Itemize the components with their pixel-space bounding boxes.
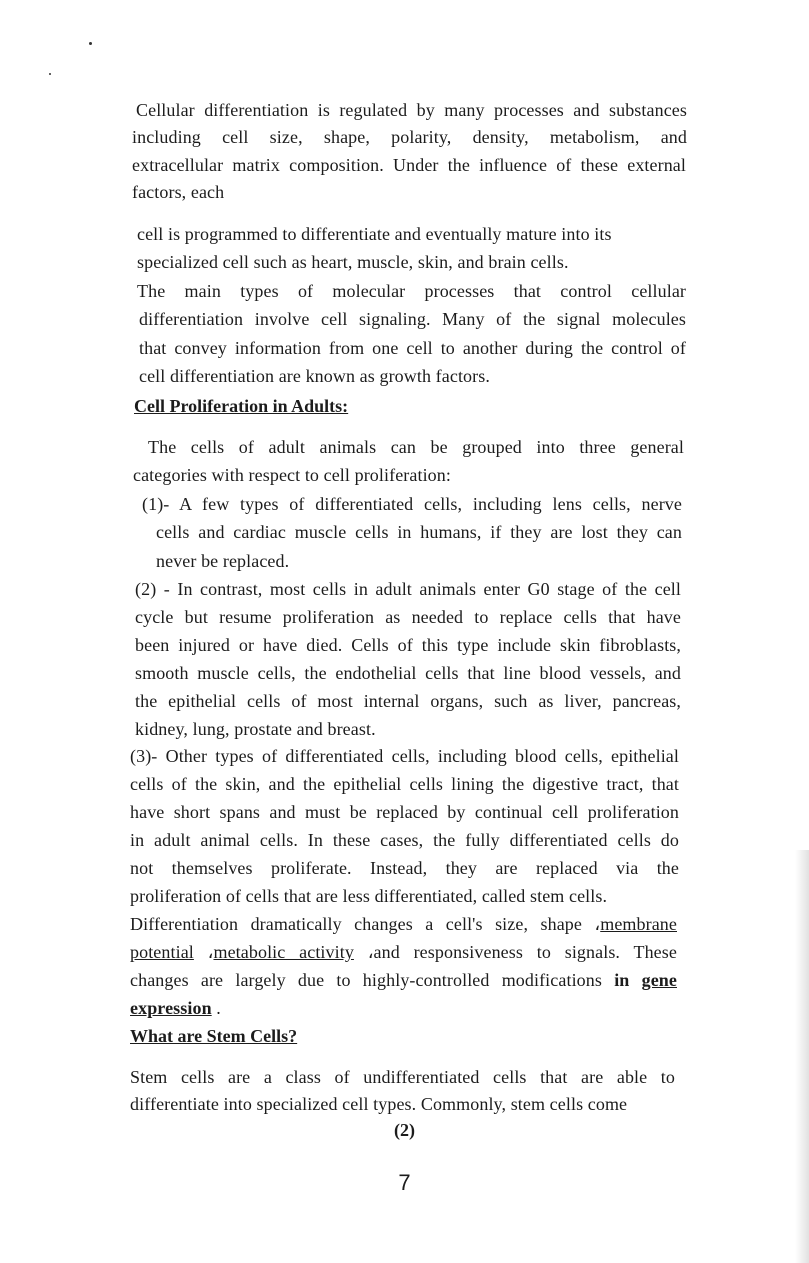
diff-line-3 <box>130 969 677 991</box>
p1-line-3: extracellular matrix composition. Under the influence of these external <box>132 155 686 175</box>
footer-label: (2) <box>394 1120 415 1140</box>
diff-line-2 <box>130 941 677 963</box>
diff-text: and responsiveness to signals. These <box>373 942 677 962</box>
item2-line-6: kidney, lung, prostate and breast. <box>135 719 376 739</box>
stem-line-1: Stem cells are a class of undifferentiated cells that are able to <box>130 1067 675 1087</box>
scan-speck <box>49 73 51 75</box>
arabic-comma: ، <box>594 914 601 934</box>
item2-line-5: the epithelial cells of most internal organs, such as liver, pancreas, <box>135 691 681 711</box>
arabic-comma: ، <box>353 942 374 962</box>
intro-line-2: categories with respect to cell proliferation: <box>133 465 451 485</box>
item3-line-3: have short spans and must be replaced by continual cell proliferation <box>130 802 679 822</box>
membrane-link[interactable]: membrane <box>600 914 677 934</box>
intro-line-1: The cells of adult animals can be grouped into three general <box>148 437 684 457</box>
item2-line-1: (2) - In contrast, most cells in adult animals enter G0 stage of the cell <box>135 579 681 599</box>
p3-line-1: The main types of molecular processes that control cellular <box>137 281 686 301</box>
item3-line-6: proliferation of cells that are less differentiated, called stem cells. <box>130 886 608 906</box>
stem-line-2: differentiate into specialized cell types. Commonly, stem cells come <box>130 1094 628 1114</box>
expression-link[interactable]: expression <box>130 998 212 1018</box>
p3-line-2: differentiation involve cell signaling. Many of the signal molecules <box>139 309 686 329</box>
item1-line-1: (1)- A few types of differentiated cells, including lens cells, nerve <box>142 494 682 514</box>
p2-line-1: cell is programmed to differentiate and eventually mature into its <box>137 224 612 244</box>
diff-text: changes are largely due to highly-controlled modifications <box>130 970 615 990</box>
potential-link[interactable]: potential <box>130 942 194 962</box>
item2-line-2: cycle but resume proliferation as needed to replace cells that have <box>135 607 681 627</box>
item3-line-1: (3)- Other types of differentiated cells, including blood cells, epithelial <box>130 746 679 766</box>
p1-line-1: Cellular differentiation is regulated by many processes and substances <box>136 100 687 120</box>
metabolic-activity-link[interactable]: metabolic activity <box>213 942 354 962</box>
item3-line-2: cells of the skin, and the epithelial cells lining the digestive tract, that <box>130 774 679 794</box>
item2-line-3: been injured or have died. Cells of this type include skin fibroblasts, <box>135 635 681 655</box>
scan-edge-shadow <box>795 850 809 1263</box>
diff-text: . <box>211 998 221 1018</box>
p3-line-4: cell differentiation are known as growth factors. <box>139 366 490 386</box>
item3-line-4: in adult animal cells. In these cases, the fully differentiated cells do <box>130 830 679 850</box>
heading-cell-proliferation: Cell Proliferation in Adults: <box>134 396 349 416</box>
p1-line-4: factors, each <box>132 182 225 202</box>
item1-line-3: never be replaced. <box>156 551 290 571</box>
item1-line-2: cells and cardiac muscle cells in humans, if they are lost they can <box>156 522 682 542</box>
diff-line-4 <box>130 997 221 1019</box>
page-number: 7 <box>398 1170 411 1195</box>
p2-line-2: specialized cell such as heart, muscle, skin, and brain cells. <box>137 252 569 272</box>
arabic-comma: ، <box>193 942 214 962</box>
p3-line-3: that convey information from one cell to another during the control of <box>139 338 686 358</box>
gene-link[interactable]: gene <box>641 970 677 990</box>
p1-line-2: including cell size, shape, polarity, density, metabolism, and <box>132 127 687 147</box>
item2-line-4: smooth muscle cells, the endothelial cells that line blood vessels, and <box>135 663 681 683</box>
item3-line-5: not themselves proliferate. Instead, they are replaced via the <box>130 858 679 878</box>
diff-line-1 <box>130 913 677 935</box>
scan-speck <box>89 42 92 45</box>
diff-bold-text: in <box>614 970 642 990</box>
heading-stem-cells: What are Stem Cells? <box>130 1026 298 1046</box>
diff-text: Differentiation dramatically changes a cell's size, shape <box>130 914 595 934</box>
